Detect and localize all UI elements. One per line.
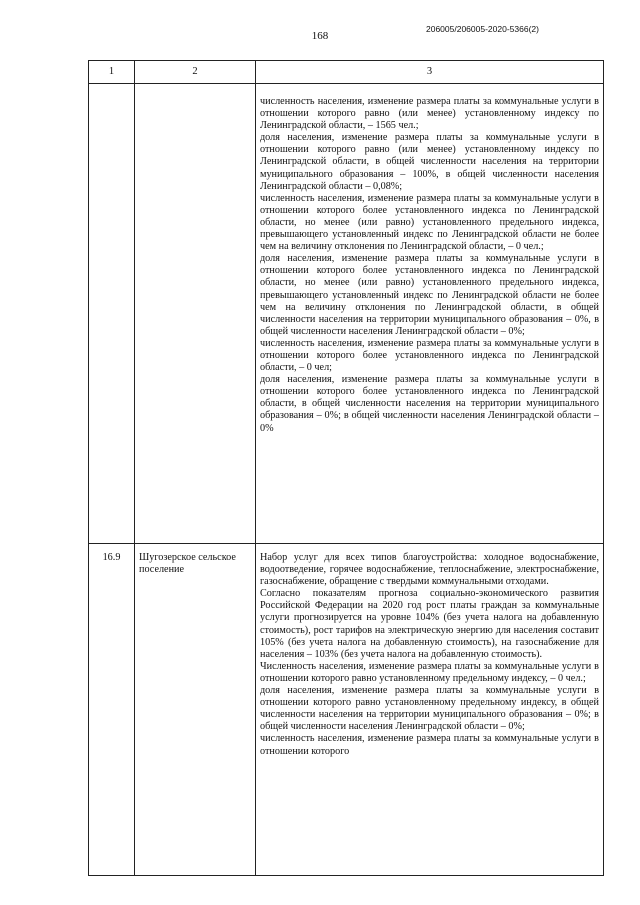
row-number-cell [89,84,135,544]
paragraph: доля населения, изменение размера платы за коммунальные услуги в отношении которого равно установленному предельному индексу, в общей численности населения на территории муниципального образования – 0%; в общей численности населения Ленинградской области – 0%; [260,685,599,733]
paragraph: Набор услуг для всех типов благоустройства: холодное водоснабжение, водоотведение, горячее водоснабжение, теплоснабжение, электроснабжение, газоснабжение, обращение с твердыми коммунальными отходами. [260,552,599,588]
table-row [89,84,604,544]
paragraph: численность населения, изменение размера платы за коммунальные услуги в отношении которого более установленного индекса по Ленинградской области, – 0 чел; [260,337,599,374]
paragraph: численность населения, изменение размера платы за коммунальные услуги в отношении которого более установленного индекса по Ленинградской области, но менее (или равно) установленного предельного индекса, превышающего установленный индекс по Ленинградской области не более чем на величину отклонения по Ленинградской области, – 0 чел.; [260,192,599,253]
paragraph: доля населения, изменение размера платы за коммунальные услуги в отношении которого более установленного индекса по Ленинградской области, в общей численности населения на территории муниципального образования – 0%; в общей численности населения Ленинградской области – 0% [260,374,599,434]
paragraph: численность населения, изменение размера платы за коммунальные услуги в отношении которого [260,733,599,757]
description-cell [256,84,604,544]
data-table [88,60,604,876]
settlement-name-cell: Шугозерское сельское поселение [135,544,256,876]
paragraph: доля населения, изменение размера платы за коммунальные услуги в отношении которого более установленного индекса по Ленинградской области, но менее (или равно) установленного предельного индекса, превышающего установленный индекс по Ленинградской области не более чем на величину отклонения по Ленинградской области, в общей численности населения на территории муниципального образования – 0%, в общей численности населения Ленинградской области – 0%; [260,253,599,337]
paragraph: численность населения, изменение размера платы за коммунальные услуги в отношении которого равно (или менее) установленному индексу по Ленинградской области, – 1565 чел.; [260,96,599,132]
paragraph: доля населения, изменение размера платы за коммунальные услуги в отношении которого равно (или менее) установленному индексу по Ленинградской области, в общей численности населения на территории муниципального образования – 100%, в общей численности населения Ленинградской области – 0,08%; [260,132,599,192]
document-code: 206005/206005-2020-5366(2) [426,24,539,34]
table-header-row [89,61,604,84]
table-row [89,544,604,876]
paragraph: Численность населения, изменение размера платы за коммунальные услуги в отношении которого равно установленному предельному индексу, – 0 чел.; [260,660,599,684]
column-header-3: 3 [256,61,604,84]
settlement-name-cell [135,84,256,544]
page-number: 168 [311,30,329,42]
column-header-1: 1 [89,61,135,84]
row-number-cell: 16.9 [89,544,135,876]
paragraph: Согласно показателям прогноза социально-экономического развития Российской Федерации на 2020 год рост платы граждан за коммунальные услуги прогнозируется на уровне 104% (без учета налога на добавленную стоимость), рост тарифов на электрическую энергию для населения составит 105% (без учета налога на добавленную стоимость), на газоснабжение для населения – 103% (без учета налога на добавленную стоимость). [260,588,599,660]
column-header-2: 2 [135,61,256,84]
description-cell [256,544,604,876]
